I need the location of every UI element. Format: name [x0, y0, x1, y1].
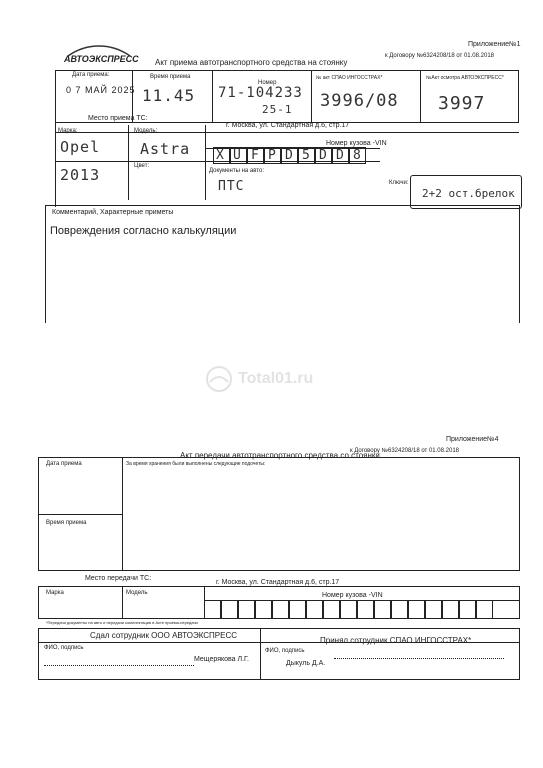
received-label: Принял сотрудник СПАО ИНГОССТРАХ* [320, 636, 472, 645]
model-value: Astra [140, 140, 191, 158]
place-label: Место приема ТС: [88, 115, 148, 122]
vin-char: X [216, 148, 225, 163]
fio-left-label: ФИО, подпись [44, 645, 84, 651]
watermark-car-icon [204, 366, 234, 392]
spao-label: № акт СПАО ИНГОССТРАХ* [316, 75, 383, 81]
keys-value: 2+2 ост.брелок [422, 187, 515, 200]
name-right: Дыкуль Д.А. [286, 660, 326, 667]
address: г. Москва, ул. Стандартная д.6, стр.17 [226, 122, 350, 129]
act-value: 3997 [438, 93, 486, 114]
keys-label: Ключи: [389, 180, 409, 186]
fio-right-label: ФИО, подпись [265, 648, 305, 654]
docs-label: Документы на авто: [209, 168, 264, 174]
vin-char: F [251, 148, 260, 163]
vin-char: D [319, 148, 328, 163]
bottom-model-label: Модель [126, 590, 148, 596]
comment-label: Комментарий, Характерные приметы [52, 209, 174, 216]
number-sub: 25-1 [262, 103, 293, 116]
number-label: Номер [258, 80, 277, 86]
vin-char: D [336, 148, 345, 163]
time-label: Время приема [150, 74, 191, 80]
watermark [204, 364, 374, 394]
watermark-text: Total01.ru [238, 370, 314, 387]
comment-frame [45, 205, 520, 323]
time-value: 11.45 [142, 86, 196, 105]
contract-reference: к Договору №6324208/18 от 01.08.2018 [385, 53, 494, 59]
vin-char: 8 [353, 148, 362, 163]
number-value: 71-104233 [218, 85, 303, 101]
act-label: №Акт осмотра АВТОЭКСПРЕСС* [426, 75, 504, 81]
vin-label: Номер кузова -VIN [326, 140, 387, 147]
footnote: *Передачи документы на авто и передачи комплектация в Акте приема-передачи [46, 620, 198, 625]
logo [62, 44, 139, 66]
date-stamp: 0 7 МАЙ 2025 [66, 85, 136, 95]
bottom-form-title: Акт передачи автотранспортного средства со стоянки [180, 451, 380, 460]
bottom-date-label: Дата приема [46, 461, 82, 467]
contract-reference-bottom: к Договору №6324208/18 от 01.08.2018 [350, 448, 459, 454]
bottom-brand-label: Марка [46, 590, 64, 596]
vin-char: U [233, 148, 242, 163]
bottom-place-label: Место передачи ТС: [85, 575, 152, 582]
spao-value: 3996/08 [320, 91, 399, 111]
year-value: 2013 [60, 166, 101, 184]
vin-char: P [268, 148, 277, 163]
vin-char: 5 [302, 148, 311, 163]
logo-text: АВТОЭКСПРЕСС [64, 54, 139, 64]
handed-label: Сдал сотрудник ООО АВТОЭКСПРЕСС [90, 631, 238, 640]
model-label: Модель: [134, 128, 158, 134]
date-label: Дата приема: [72, 72, 110, 78]
bottom-vin-label: Номер кузова -VIN [322, 592, 383, 599]
appendix-label-bottom: Приложение№4 [446, 436, 499, 443]
brand-label: Марка: [58, 128, 78, 134]
color-label: Цвет: [134, 163, 150, 169]
vin-char: D [285, 148, 294, 163]
form-title: Акт приема автотранспортного средства на стоянку [155, 58, 348, 67]
docs-value: ПТС [218, 179, 245, 194]
name-left: Мещерякова Л.Г. [194, 656, 249, 663]
items-label: За время хранения были выполнены следующие подочеты: [126, 461, 266, 467]
bottom-address: г. Москва, ул. Стандартная д.6, стр.17 [216, 579, 340, 586]
appendix-label: Приложение№1 [468, 41, 521, 48]
bottom-time-label: Время приема [46, 520, 87, 526]
brand-value: Opel [60, 138, 101, 156]
comment-value: Повреждения согласно калькуляции [50, 225, 237, 237]
